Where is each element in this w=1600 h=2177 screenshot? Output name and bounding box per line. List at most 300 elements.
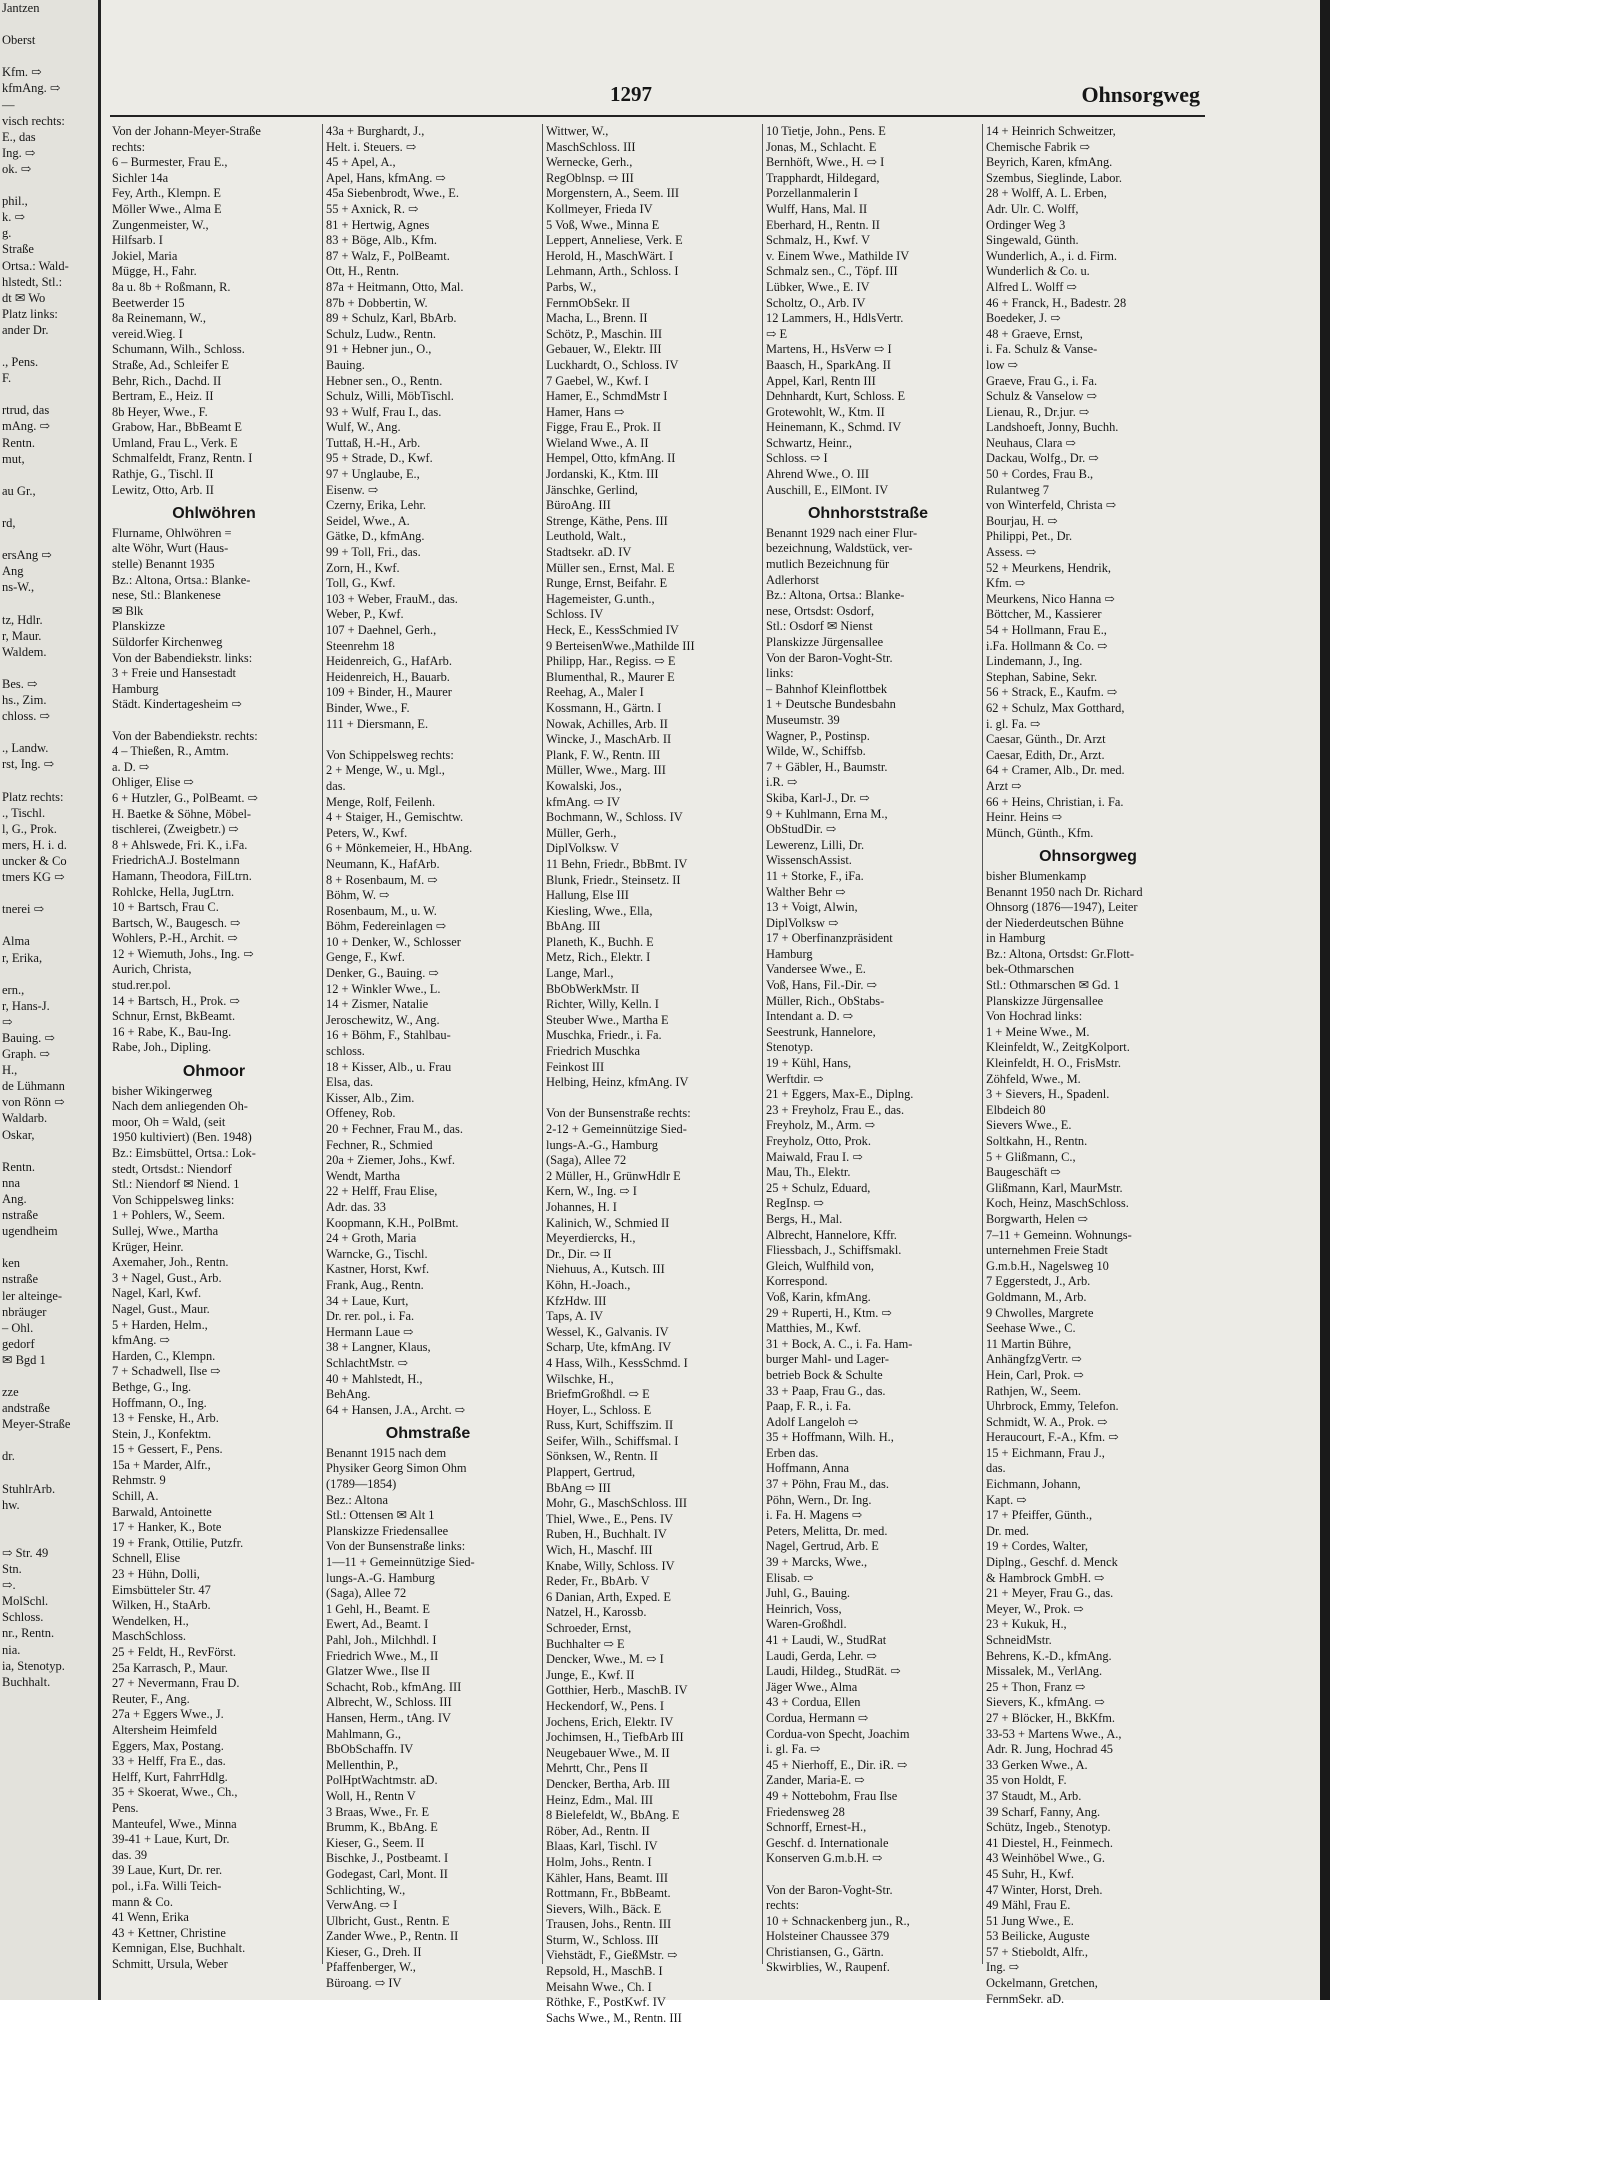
directory-entry: Elsa, das.: [326, 1075, 374, 1090]
directory-entry: Mellenthin, P.,: [326, 1757, 399, 1772]
directory-entry: Schnorff, Ernest-H.,: [766, 1820, 867, 1835]
directory-entry: [112, 713, 316, 729]
strip-line: Platz rechts:: [2, 789, 64, 804]
directory-entry: 33 Gerken Wwe., A.: [986, 1757, 1088, 1772]
strip-line: Waldarb.: [2, 1111, 48, 1126]
directory-entry: Harden, C., Klempn.: [112, 1348, 216, 1363]
directory-entry: schloss.: [326, 1044, 365, 1059]
directory-entry: Adlerhorst: [766, 572, 819, 587]
directory-entry: Erben das.: [766, 1445, 819, 1460]
directory-entry: Steuber Wwe., Martha E: [546, 1012, 669, 1027]
directory-entry: 8 + Ahlswede, Fri. K., i.Fa.: [112, 837, 248, 852]
directory-entry: [326, 732, 530, 748]
street-heading: Ohlwöhren: [172, 505, 256, 523]
directory-entry: i. Fa. H. Magens ⇨: [766, 1508, 863, 1523]
strip-line: [0, 386, 98, 402]
directory-entry: bek-Othmarschen: [986, 962, 1075, 977]
directory-entry: Rottmann, Fr., BbBeamt.: [546, 1886, 671, 1901]
directory-entry: 43 Weinhöbel Wwe., G.: [986, 1851, 1105, 1866]
page-binding-edge: [1320, 0, 1330, 2000]
directory-entry: Stl.: Osdorf ✉ Nienst: [766, 619, 873, 634]
strip-line: [0, 917, 98, 933]
strip-line: E., das: [2, 129, 36, 144]
directory-entry: Schwartz, Heinr.,: [766, 435, 853, 450]
directory-entry: 16 + Böhm, F., Stahlbau-: [326, 1028, 451, 1043]
directory-entry: Graeve, Frau G., i. Fa.: [986, 373, 1098, 388]
directory-entry: Singewald, Günth.: [986, 233, 1079, 248]
directory-entry: 54 + Hollmann, Frau E.,: [986, 623, 1107, 637]
directory-entry: RegInsp. ⇨: [766, 1196, 824, 1211]
directory-entry: Wendelken, H.,: [112, 1613, 189, 1628]
strip-line: uncker & Co: [2, 853, 67, 868]
directory-entry: 25 + Feldt, H., RevFörst.: [112, 1645, 237, 1659]
directory-entry: Skiba, Karl-J., Dr. ⇨: [766, 790, 870, 805]
directory-entry: Neugebauer Wwe., M. II: [546, 1745, 670, 1760]
directory-entry: Planskizze Friedensallee: [326, 1523, 449, 1538]
directory-entry: Schacht, Rob., kfmAng. III: [326, 1679, 462, 1694]
directory-entry: 15a + Marder, Alfr.,: [112, 1457, 211, 1472]
directory-entry: Nowak, Achilles, Arb. II: [546, 716, 668, 731]
directory-entry: Brumm, K., BbAng. E: [326, 1820, 438, 1835]
strip-line: ersAng ⇨: [2, 548, 52, 563]
directory-entry: Hamer, Hans ⇨: [546, 404, 625, 419]
strip-line: Graph. ⇨: [2, 1047, 50, 1062]
directory-entry: Kemnigan, Else, Buchhalt.: [112, 1941, 246, 1956]
directory-entry: 10 + Denker, W., Schlosser: [326, 934, 461, 949]
strip-line: Jantzen: [2, 1, 40, 15]
directory-entry: Wincke, J., MaschArb. II: [546, 732, 672, 747]
directory-entry: Nagel, Karl, Kwf.: [112, 1286, 202, 1301]
directory-column-2: [326, 124, 530, 1991]
directory-entry: Muschka, Friedr., i. Fa.: [546, 1028, 662, 1043]
directory-entry: 97 + Unglaube, E.,: [326, 467, 420, 482]
strip-line: dr.: [2, 1449, 15, 1464]
strip-line: [0, 660, 98, 676]
directory-entry: 39 + Marcks, Wwe.,: [766, 1555, 868, 1570]
directory-entry: 37 Staudt, M., Arb.: [986, 1788, 1082, 1803]
directory-entry: 62 + Schulz, Max Gotthard,: [986, 700, 1125, 715]
directory-entry: Skwirblies, W., Raupenf.: [766, 1960, 890, 1975]
directory-entry: Möller Wwe., Alma E: [112, 201, 222, 216]
directory-entry: Bauing.: [326, 357, 365, 372]
directory-entry: Schötz, P., Maschin. III: [546, 326, 662, 341]
directory-entry: ObStudDir. ⇨: [766, 822, 837, 837]
directory-entry: Behrens, K.-D., kfmAng.: [986, 1648, 1112, 1663]
strip-line: [0, 467, 98, 483]
directory-entry: Behr, Rich., Dachd. II: [112, 373, 222, 388]
directory-entry: Benannt 1915 nach dem: [326, 1445, 447, 1460]
directory-entry: Philippi, Pet., Dr.: [986, 529, 1073, 544]
directory-entry: RegOblnsp. ⇨ III: [546, 170, 634, 185]
directory-entry: Helt. i. Steuers. ⇨: [326, 139, 417, 154]
directory-entry: Laudi, Hildeg., StudRät. ⇨: [766, 1664, 901, 1679]
directory-entry: Albrecht, W., Schloss. III: [326, 1695, 452, 1710]
directory-entry: Lewerenz, Lilli, Dr.: [766, 837, 865, 852]
directory-entry: rechts:: [112, 139, 146, 154]
directory-entry: 87a + Heitmann, Otto, Mal.: [326, 279, 464, 294]
directory-entry: Blunk, Friedr., Steinsetz. II: [546, 872, 681, 887]
directory-entry: 48 + Graeve, Ernst,: [986, 326, 1083, 341]
strip-line: [0, 48, 98, 64]
directory-entry: DiplVolksw ⇨: [766, 915, 839, 930]
directory-entry: SchneidMstr.: [986, 1633, 1052, 1647]
directory-entry: Hoffmann, Anna: [766, 1461, 850, 1476]
strip-line: mers, H. i. d.: [2, 837, 67, 852]
directory-entry: Adr. Ulr. C. Wolff,: [986, 201, 1079, 216]
directory-entry: 14 + Heinrich Schweitzer,: [986, 124, 1116, 138]
directory-entry: Thiel, Wwe., E., Pens. IV: [546, 1511, 674, 1526]
strip-line: nbräuger: [2, 1304, 47, 1319]
directory-entry: Waren-Großhdl.: [766, 1617, 847, 1632]
directory-entry: 25 + Schulz, Eduard,: [766, 1180, 871, 1195]
directory-entry: Rathje, G., Tischl. II: [112, 467, 214, 482]
directory-entry: Macha, L., Brenn. II: [546, 311, 648, 326]
page-number: 1297: [610, 82, 652, 106]
directory-entry: Schnur, Ernst, BkBeamt.: [112, 1009, 236, 1024]
directory-entry: Bochmann, W., Schloss. IV: [546, 810, 683, 825]
directory-entry: 34 + Laue, Kurt,: [326, 1293, 409, 1308]
directory-entry: 11 + Storke, F., iFa.: [766, 868, 864, 883]
directory-entry: Blaas, Karl, Tischl. IV: [546, 1839, 658, 1854]
directory-entry: Knabe, Willy, Schloss. IV: [546, 1558, 675, 1573]
directory-entry: Schütz, Ingeb., Stenotyp.: [986, 1820, 1111, 1835]
directory-entry: Bertram, E., Heiz. II: [112, 389, 214, 404]
strip-line: Meyer-Straße: [2, 1417, 71, 1432]
directory-entry: lungs-A.-G. Hamburg: [326, 1570, 435, 1585]
strip-line: ander Dr.: [2, 322, 49, 337]
directory-entry: 39-41 + Laue, Kurt, Dr.: [112, 1832, 230, 1847]
directory-entry: links:: [766, 666, 794, 681]
directory-entry: Wich, H., Maschf. III: [546, 1543, 653, 1558]
directory-entry: 64 + Hansen, J.A., Archt. ⇨: [326, 1402, 466, 1417]
directory-entry: Sönksen, W., Rentn. II: [546, 1449, 658, 1464]
directory-entry: vereid.Wieg. I: [112, 326, 183, 341]
directory-entry: 45 Suhr, H., Kwf.: [986, 1866, 1074, 1881]
directory-entry: 41 Diestel, H., Feinmech.: [986, 1835, 1113, 1850]
strip-line: mAng. ⇨: [2, 419, 50, 434]
directory-entry: Wittwer, W.,: [546, 124, 609, 138]
directory-entry: Jäger Wwe., Alma: [766, 1679, 858, 1694]
directory-entry: Kieser, G., Dreh. II: [326, 1944, 422, 1959]
directory-entry: Vandersee Wwe., E.: [766, 962, 866, 977]
directory-entry: Ing. ⇨: [986, 1960, 1020, 1975]
directory-entry: Planskizze: [112, 619, 165, 634]
directory-entry: 7 + Gäbler, H., Baumstr.: [766, 759, 888, 774]
directory-entry: Von der Bunsenstraße links:: [326, 1539, 466, 1554]
directory-entry: 16 + Rabe, K., Bau-Ing.: [112, 1024, 232, 1039]
directory-entry: Pöhn, Wern., Dr. Ing.: [766, 1492, 872, 1507]
strip-line: gedorf: [2, 1336, 35, 1351]
strip-line: [0, 773, 98, 789]
directory-entry: Axemaher, Joh., Rentn.: [112, 1255, 229, 1270]
strip-line: [0, 1529, 98, 1545]
directory-entry: kfmAng. ⇨ IV: [546, 794, 621, 809]
directory-entry: Ohnsorg (1876—1947), Leiter: [986, 900, 1138, 915]
directory-entry: 37 + Pöhn, Frau M., das.: [766, 1477, 889, 1492]
directory-entry: 99 + Toll, Fri., das.: [326, 545, 421, 560]
directory-entry: unternehmen Freie Stadt: [986, 1243, 1108, 1258]
directory-entry: 7 Gaebel, W., Kwf. I: [546, 373, 649, 388]
directory-entry: 2 + Menge, W., u. Mgl.,: [326, 763, 445, 778]
header-rule: [110, 115, 1205, 117]
directory-entry: Von der Baron-Voght-Str.: [766, 1882, 893, 1897]
directory-entry: Kossmann, H., Gärtn. I: [546, 700, 662, 715]
directory-entry: Lange, Marl.,: [546, 966, 614, 981]
directory-entry: G.m.b.H., Nagelsweg 10: [986, 1258, 1109, 1273]
strip-line: hw.: [2, 1497, 20, 1512]
directory-entry: Städt. Kindertagesheim ⇨: [112, 697, 242, 712]
directory-entry: Richter, Willy, Kelln. I: [546, 997, 659, 1012]
directory-entry: 103 + Weber, FrauM., das.: [326, 591, 458, 606]
directory-entry: (Saga), Allee 72: [546, 1153, 627, 1168]
directory-entry: Mau, Th., Elektr.: [766, 1165, 851, 1180]
directory-entry: BehAng.: [326, 1387, 371, 1402]
directory-entry: BriefmGroßhdl. ⇨ E: [546, 1387, 650, 1402]
directory-entry: Schulz, Willi, MöbTischl.: [326, 389, 454, 404]
directory-entry: 17 + Pfeiffer, Günth.,: [986, 1508, 1093, 1523]
strip-line: Straße: [2, 242, 34, 257]
directory-entry: Schloss. IV: [546, 607, 604, 622]
directory-entry: Runge, Ernst, Beifahr. E: [546, 576, 668, 591]
directory-entry: Bourjau, H. ⇨: [986, 513, 1058, 528]
directory-entry: 21 + Eggers, Max-E., Diplng.: [766, 1087, 914, 1102]
strip-line: Oberst: [2, 33, 36, 48]
directory-entry: Dehnhardt, Kurt, Schloss. E: [766, 389, 906, 404]
strip-line: Kfm. ⇨: [2, 65, 42, 80]
directory-entry: 4 + Staiger, H., Gemischtw.: [326, 810, 464, 825]
directory-entry: Werftdir. ⇨: [766, 1071, 824, 1086]
directory-entry: i.R. ⇨: [766, 775, 798, 790]
directory-entry: Apel, Hans, kfmAng. ⇨: [326, 170, 446, 185]
directory-entry: 1 + Deutsche Bundesbahn: [766, 697, 896, 712]
directory-entry: Kleinfeldt, H. O., FrisMstr.: [986, 1056, 1121, 1071]
directory-entry: kfmAng. ⇨: [112, 1333, 170, 1348]
directory-entry: Taps, A. IV: [546, 1309, 603, 1324]
directory-entry: Szembus, Sieglinde, Labor.: [986, 170, 1122, 185]
directory-entry: i.Fa. Hollmann & Co. ⇨: [986, 638, 1108, 653]
directory-entry: lungs-A.-G., Hamburg: [546, 1137, 658, 1152]
strip-line: von Rönn ⇨: [2, 1095, 65, 1110]
directory-entry: pol., i.Fa. Willi Teich-: [112, 1878, 222, 1893]
directory-entry: 6 – Burmester, Frau E.,: [112, 155, 228, 170]
directory-entry: mann & Co.: [112, 1894, 173, 1909]
directory-entry: Müller, Wwe., Marg. III: [546, 763, 666, 778]
directory-entry: Beetwerder 15: [112, 295, 185, 310]
directory-entry: DiplVolksw. V: [546, 841, 620, 856]
street-heading: Ohmoor: [182, 1063, 246, 1081]
directory-entry: Ohliger, Elise ⇨: [112, 775, 194, 790]
directory-entry: 23 + Freyholz, Frau E., das.: [766, 1102, 905, 1117]
directory-entry: Planskizze Jürgensallee: [986, 993, 1104, 1008]
directory-entry: 64 + Cramer, Alb., Dr. med.: [986, 763, 1125, 778]
directory-entry: 3 + Nagel, Gust., Arb.: [112, 1270, 222, 1285]
strip-line: rst, Ing. ⇨: [2, 757, 55, 772]
directory-entry: SchlachtMstr. ⇨: [326, 1355, 408, 1370]
directory-entry: (1789—1854): [326, 1477, 397, 1492]
directory-entry: Repsold, H., MaschB. I: [546, 1964, 663, 1979]
directory-entry: 18 + Kisser, Alb., u. Frau: [326, 1059, 452, 1074]
directory-entry: Eisenw. ⇨: [326, 482, 379, 497]
directory-entry: Assess. ⇨: [986, 545, 1037, 560]
directory-entry: 57 + Stieboldt, Alfr.,: [986, 1944, 1088, 1959]
directory-entry: Dackau, Wolfg., Dr. ⇨: [986, 451, 1099, 466]
directory-entry: 14 + Zismer, Natalie: [326, 997, 429, 1012]
directory-entry: 55 + Axnick, R. ⇨: [326, 201, 419, 216]
directory-entry: BbAng ⇨ III: [546, 1480, 611, 1495]
directory-entry: BbObWerkMstr. II: [546, 981, 640, 996]
strip-line: ia, Stenotyp.: [2, 1658, 65, 1673]
column-divider: [322, 124, 323, 1964]
directory-entry: 23 + Hühn, Dolli,: [112, 1567, 200, 1582]
directory-entry: 43a + Burghardt, J.,: [326, 124, 425, 138]
directory-entry: Weber, P., Kwf.: [326, 607, 404, 622]
strip-line: nna: [2, 1175, 21, 1190]
directory-entry: Rohlcke, Hella, JugLtrn.: [112, 884, 235, 899]
directory-entry: Peters, Melitta, Dr. med.: [766, 1523, 888, 1538]
directory-entry: 95 + Strade, D., Kwf.: [326, 451, 433, 466]
directory-entry: Baugeschäft ⇨: [986, 1165, 1061, 1180]
column-divider: [982, 124, 983, 1964]
directory-entry: BbObSchaffn. IV: [326, 1742, 414, 1757]
directory-entry: Jänschke, Gerlind,: [546, 482, 638, 497]
directory-entry: Strenge, Käthe, Pens. III: [546, 513, 668, 528]
directory-entry: 27a + Eggers Wwe., J.: [112, 1707, 224, 1722]
strip-line: [0, 1239, 98, 1255]
running-title: Ohnsorgweg: [1081, 82, 1200, 107]
directory-entry: Sievers, K., kfmAng. ⇨: [986, 1695, 1105, 1710]
directory-entry: Toll, G., Kwf.: [326, 576, 396, 591]
directory-entry: das.: [986, 1461, 1006, 1476]
directory-entry: 1950 kultiviert) (Ben. 1948): [112, 1130, 252, 1145]
directory-entry: 1 Gehl, H., Beamt. E: [326, 1601, 430, 1616]
directory-entry: Hamburg: [766, 946, 813, 961]
strip-line: [0, 966, 98, 982]
directory-entry: Ott, H., Rentn.: [326, 264, 399, 279]
directory-entry: stelle) Benannt 1935: [112, 557, 215, 572]
directory-entry: Wessel, K., Galvanis. IV: [546, 1324, 669, 1339]
directory-entry: Reehag, A., Maler I: [546, 685, 644, 700]
street-heading: Ohmstraße: [385, 1425, 471, 1443]
directory-entry: Gotthier, Herb., MaschB. IV: [546, 1683, 688, 1698]
directory-entry: Plappert, Gertrud,: [546, 1465, 636, 1480]
strip-line: ok. ⇨: [2, 161, 32, 176]
directory-column-5: [986, 124, 1190, 2006]
directory-entry: Bz.: Eimsbüttel, Ortsa.: Lok-: [112, 1146, 256, 1160]
directory-entry: Martens, H., HsVerw ⇨ I: [766, 342, 892, 357]
directory-entry: 87b + Dobbertin, W.: [326, 295, 428, 310]
directory-entry: Steenrehm 18: [326, 638, 395, 653]
directory-entry: Plank, F. W., Rentn. III: [546, 747, 661, 762]
directory-entry: Gebauer, W., Elektr. III: [546, 342, 662, 357]
directory-column-1: [112, 124, 316, 1971]
directory-entry: Wulff, Hans, Mal. II: [766, 201, 868, 216]
directory-entry: Stein, J., Konfektm.: [112, 1426, 212, 1441]
strip-line: StuhlrArb.: [2, 1481, 56, 1496]
directory-entry: MaschSchloss. III: [546, 139, 636, 154]
directory-entry: Grabow, Har., BbBeamt E: [112, 420, 242, 435]
strip-line: hlstedt, Stl.:: [2, 274, 63, 289]
directory-entry: low ⇨: [986, 357, 1019, 372]
directory-entry: Hermann Laue ⇨: [326, 1324, 414, 1339]
directory-entry: Peters, W., Kwf.: [326, 825, 408, 840]
directory-entry: Jochens, Erich, Elektr. IV: [546, 1714, 674, 1729]
directory-entry: Koopmann, K.H., PolBmt.: [326, 1215, 459, 1230]
strip-line: ⇨.: [2, 1578, 16, 1593]
directory-entry: nese, Stl.: Blankenese: [112, 588, 221, 603]
directory-entry: Albrecht, Hannelore, Kffr.: [766, 1227, 897, 1242]
strip-line: rtrud, das: [2, 403, 50, 418]
directory-entry: Bz.: Altona, Ortsdst: Gr.Flott-: [986, 946, 1135, 961]
strip-line: ern.,: [2, 982, 25, 997]
directory-entry: Arzt ⇨: [986, 778, 1022, 793]
directory-entry: Seestrunk, Hannelore,: [766, 1024, 876, 1039]
strip-line: Ang: [2, 564, 24, 579]
directory-entry: Röber, Ad., Rentn. II: [546, 1823, 650, 1838]
directory-entry: Christiansen, G., Gärtn.: [766, 1944, 884, 1959]
directory-entry: Helbing, Heinz, kfmAng. IV: [546, 1075, 689, 1090]
street-heading: Ohnsorgweg: [1039, 848, 1137, 866]
directory-entry: 2-12 + Gemeinnützige Sied-: [546, 1122, 687, 1136]
directory-entry: 51 Jung Wwe., E.: [986, 1913, 1074, 1928]
directory-entry: Ockelmann, Gretchen,: [986, 1976, 1098, 1991]
directory-entry: Dencker, Bertha, Arb. III: [546, 1776, 671, 1791]
directory-entry: Adr. das. 33: [326, 1199, 386, 1214]
directory-entry: Meisahn Wwe., Ch. I: [546, 1979, 652, 1994]
directory-entry: FriedrichA.J. Bostelmann: [112, 853, 240, 868]
directory-entry: Stl.: Othmarschen ✉ Gd. 1: [986, 978, 1120, 993]
strip-line: [0, 724, 98, 740]
directory-entry: 35 + Skoerat, Wwe., Ch.,: [112, 1785, 238, 1800]
directory-entry: Straße, Ad., Schleifer E: [112, 357, 229, 372]
directory-entry: 8 Bielefeldt, W., BbAng. E: [546, 1808, 680, 1823]
directory-entry: Jochimsen, H., TiefbArb III: [546, 1730, 684, 1745]
directory-entry: WissenschAssist.: [766, 853, 852, 868]
directory-entry: Denker, G., Bauing. ⇨: [326, 966, 439, 981]
directory-entry: Bez.: Altona: [326, 1492, 388, 1507]
directory-entry: Pfaffenberger, W.,: [326, 1960, 416, 1975]
directory-entry: bisher Blumenkamp: [986, 868, 1087, 883]
directory-entry: Bethge, G., Ing.: [112, 1379, 192, 1394]
strip-line: ler alteinge-: [2, 1288, 63, 1303]
strip-line: [0, 1368, 98, 1384]
directory-entry: Heinemann, K., Schmd. IV: [766, 420, 902, 435]
strip-line: g.: [2, 226, 12, 241]
directory-entry: Schulz, Ludw., Rentn.: [326, 326, 437, 341]
directory-entry: 52 + Meurkens, Hendrik,: [986, 560, 1112, 575]
strip-line: visch rechts:: [2, 113, 65, 128]
directory-entry: Fechner, R., Schmied: [326, 1137, 433, 1152]
directory-entry: 27 + Nevermann, Frau D.: [112, 1676, 240, 1691]
directory-entry: 19 + Cordes, Walter,: [986, 1539, 1088, 1554]
directory-entry: Aurich, Christa,: [112, 962, 192, 977]
directory-entry: [546, 1091, 750, 1107]
strip-line: hs., Zim.: [2, 693, 47, 708]
directory-entry: Schloss. ⇨ I: [766, 451, 828, 466]
directory-entry: 17 + Hanker, K., Bote: [112, 1520, 222, 1535]
strip-line: [0, 595, 98, 611]
directory-entry: Schnell, Elise: [112, 1551, 181, 1566]
directory-entry: Museumstr. 39: [766, 712, 840, 727]
directory-entry: 21 + Meyer, Frau G., das.: [986, 1586, 1114, 1601]
directory-entry: Stadtsekr. aD. IV: [546, 545, 632, 560]
directory-entry: Friedrich Wwe., M., II: [326, 1648, 439, 1663]
directory-entry: Meyer, W., Prok. ⇨: [986, 1601, 1084, 1616]
directory-entry: Reder, Fr., BbArb. V: [546, 1574, 650, 1589]
directory-entry: Rehmstr. 9: [112, 1473, 166, 1488]
directory-entry: Ruben, H., Buchhalt. IV: [546, 1527, 667, 1542]
strip-line: Ortsa.: Wald-: [2, 258, 69, 273]
directory-entry: Zander, Maria-E. ⇨: [766, 1773, 865, 1788]
